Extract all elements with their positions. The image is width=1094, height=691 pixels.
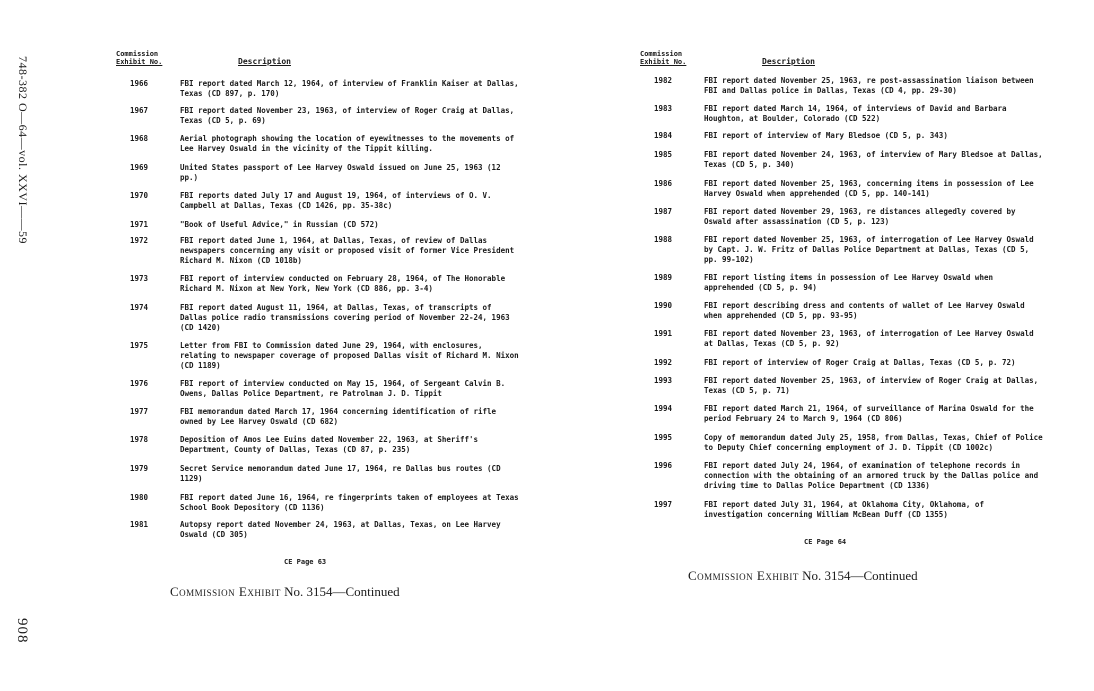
exhibit-number: 1982 xyxy=(654,76,673,85)
caption-suffix: No. 3154—Continued xyxy=(802,568,918,583)
exhibit-caption xyxy=(170,584,400,600)
exhibit-description: Copy of memorandum dated July 25, 1958, from Dallas, Texas, Chief of Police to Deputy Chief concerning employment of J. D. Tippit (CD 1002c) xyxy=(704,433,1043,452)
exhibit-description: FBI report of interview of Mary Bledsoe (CD 5, p. 343) xyxy=(704,131,948,140)
exhibit-description: FBI report dated November 25, 1963, concerning items in possession of Lee Harvey Oswald when apprehended (CD 5, pp. 140-141) xyxy=(704,179,1034,198)
exhibit-number: 1984 xyxy=(654,131,673,140)
exhibit-number: 1976 xyxy=(130,379,149,388)
exhibit-description: FBI report dated July 31, 1964, at Oklahoma City, Oklahoma, of investigation concerning William McBean Duff (CD 1355) xyxy=(704,500,984,519)
exhibit-number: 1992 xyxy=(654,358,673,367)
exhibit-number: 1979 xyxy=(130,464,149,473)
exhibit-number: 1968 xyxy=(130,134,149,143)
right-header-ce-line1: Commission xyxy=(640,50,683,58)
exhibit-description: "Book of Useful Advice," in Russian (CD 572) xyxy=(180,220,379,229)
exhibit-description: FBI report dated June 1, 1964, at Dallas, Texas, of review of Dallas newspapers concerning any visit or proposed visit of former Vice President Richard M. Nixon (CD 1018b) xyxy=(180,236,515,265)
left-header-exhibit-no xyxy=(116,50,176,66)
exhibit-number: 1987 xyxy=(654,207,673,216)
exhibit-description: FBI report describing dress and contents of wallet of Lee Harvey Oswald when apprehended (CD 5, pp. 93-95) xyxy=(704,301,1025,320)
right-header-description: Description xyxy=(762,57,815,66)
exhibit-description: FBI report dated August 11, 1964, at Dallas, Texas, of transcripts of Dallas police radio transmissions covering period of November 22-24, 1963 (CD 1420) xyxy=(180,303,510,332)
caption-prefix: Commission Exhibit xyxy=(170,584,281,599)
exhibit-caption xyxy=(688,568,918,584)
exhibit-description: FBI report of interview conducted on May 15, 1964, of Sergeant Calvin B. Owens, Dallas Police Department, re Patrolman J. D. Tippit xyxy=(180,379,506,398)
exhibit-number: 1971 xyxy=(130,220,149,229)
exhibit-number: 1975 xyxy=(130,341,149,350)
exhibit-number: 1994 xyxy=(654,404,673,413)
exhibit-description: FBI report of interview conducted on February 28, 1964, of The Honorable Richard M. Nixon at New York, New York (CD 886, pp. 3-4) xyxy=(180,274,506,293)
exhibit-number: 1978 xyxy=(130,435,149,444)
exhibit-number: 1986 xyxy=(654,179,673,188)
exhibit-number: 1970 xyxy=(130,191,149,200)
exhibit-number: 1996 xyxy=(654,461,673,470)
exhibit-description: FBI report dated June 16, 1964, re fingerprints taken of employees at Texas School Book Depository (CD 1136) xyxy=(180,493,519,512)
margin-vertical-text: 748-382 O—64—vol. XXVI——59 xyxy=(16,56,30,244)
exhibit-description: FBI report dated November 23, 1963, of interrogation of Lee Harvey Oswald at Dallas, Texas (CD 5, p. 92) xyxy=(704,329,1034,348)
exhibit-description: Secret Service memorandum dated June 17, 1964, re Dallas bus routes (CD 1129) xyxy=(180,464,501,483)
exhibit-number: 1989 xyxy=(654,273,673,282)
exhibit-number: 1973 xyxy=(130,274,149,283)
caption-prefix: Commission Exhibit xyxy=(688,568,799,583)
exhibit-number: 1966 xyxy=(130,79,149,88)
ce-page-label: CE Page 63 xyxy=(284,558,327,566)
exhibit-description: FBI report of interview of Roger Craig at Dallas, Texas (CD 5, p. 72) xyxy=(704,358,1016,367)
exhibit-number: 1972 xyxy=(130,236,149,245)
exhibit-description: FBI reports dated July 17 and August 19, 1964, of interviews of O. V. Campbell at Dallas, Texas (CD 1426, pp. 35-38c) xyxy=(180,191,492,210)
caption-suffix: No. 3154—Continued xyxy=(284,584,400,599)
exhibit-number: 1988 xyxy=(654,235,673,244)
exhibit-number: 1980 xyxy=(130,493,149,502)
exhibit-description: FBI report dated March 14, 1964, of interviews of David and Barbara Houghton, at Boulder, Colorado (CD 522) xyxy=(704,104,1007,123)
exhibit-description: FBI report dated November 25, 1963, of interrogation of Lee Harvey Oswald by Capt. J. W. Fritz of Dallas Police Department at Dallas, Texas (CD 5, pp. 99-102) xyxy=(704,235,1034,264)
exhibit-description: FBI report dated November 25, 1963, re post-assassination liaison between FBI and Dallas police in Dallas, Texas (CD 4, pp. 29-30) xyxy=(704,76,1034,95)
exhibit-description: FBI memorandum dated March 17, 1964 concerning identification of rifle owned by Lee Harvey Oswald (CD 682) xyxy=(180,407,497,426)
exhibit-description: FBI report dated November 25, 1963, of interview of Roger Craig at Dallas, Texas (CD 5, p. 71) xyxy=(704,376,1039,395)
exhibit-number: 1967 xyxy=(130,106,149,115)
exhibit-number: 1991 xyxy=(654,329,673,338)
exhibit-description: Deposition of Amos Lee Euins dated November 22, 1963, at Sheriff's Department, County of Dallas, Texas (CD 87, p. 235) xyxy=(180,435,479,454)
exhibit-number: 1977 xyxy=(130,407,149,416)
exhibit-number: 1981 xyxy=(130,520,149,529)
exhibit-number: 1993 xyxy=(654,376,673,385)
exhibit-description: United States passport of Lee Harvey Oswald issued on June 25, 1963 (12 pp.) xyxy=(180,163,501,182)
right-header-ce-line2: Exhibit No. xyxy=(640,58,687,66)
ce-page-label: CE Page 64 xyxy=(804,538,847,546)
exhibit-number: 1969 xyxy=(130,163,149,172)
exhibit-number: 1985 xyxy=(654,150,673,159)
exhibit-number: 1983 xyxy=(654,104,673,113)
left-header-ce-line1: Commission xyxy=(116,50,159,58)
exhibit-number: 1997 xyxy=(654,500,673,509)
left-header-description: Description xyxy=(238,57,291,66)
exhibit-description: FBI report dated November 29, 1963, re distances allegedly covered by Oswald after assassination (CD 5, p. 123) xyxy=(704,207,1016,226)
exhibit-description: FBI report dated March 12, 1964, of interview of Franklin Kaiser at Dallas, Texas (CD 897, p. 170) xyxy=(180,79,519,98)
exhibit-number: 1995 xyxy=(654,433,673,442)
right-header-exhibit-no xyxy=(640,50,700,66)
exhibit-description: Letter from FBI to Commission dated June 29, 1964, with enclosures, relating to newspaper coverage of proposed Dallas visit of Richard M. Nixon (CD 1189) xyxy=(180,341,519,370)
exhibit-description: FBI report dated March 21, 1964, of surveillance of Marina Oswald for the period February 24 to March 9, 1964 (CD 806) xyxy=(704,404,1034,423)
left-header-ce-line2: Exhibit No. xyxy=(116,58,163,66)
exhibit-description: FBI report dated July 24, 1964, of examination of telephone records in connection with the obtaining of an armored truck by the Dallas police and driving time to Dallas Police Department (CD 1336) xyxy=(704,461,1039,490)
exhibit-description: Autopsy report dated November 24, 1963, at Dallas, Texas, on Lee Harvey Oswald (CD 305) xyxy=(180,520,501,539)
exhibit-description: Aerial photograph showing the location of eyewitnesses to the movements of Lee Harvey Oswald in the vicinity of the Tippit killing. xyxy=(180,134,515,153)
page-number: 908 xyxy=(14,618,30,644)
exhibit-description: FBI report dated November 24, 1963, of interview of Mary Bledsoe at Dallas, Texas (CD 5, p. 340) xyxy=(704,150,1043,169)
exhibit-number: 1974 xyxy=(130,303,149,312)
exhibit-description: FBI report listing items in possession of Lee Harvey Oswald when apprehended (CD 5, p. 94) xyxy=(704,273,993,292)
exhibit-description: FBI report dated November 23, 1963, of interview of Roger Craig at Dallas, Texas (CD 5, p. 69) xyxy=(180,106,515,125)
exhibit-number: 1990 xyxy=(654,301,673,310)
